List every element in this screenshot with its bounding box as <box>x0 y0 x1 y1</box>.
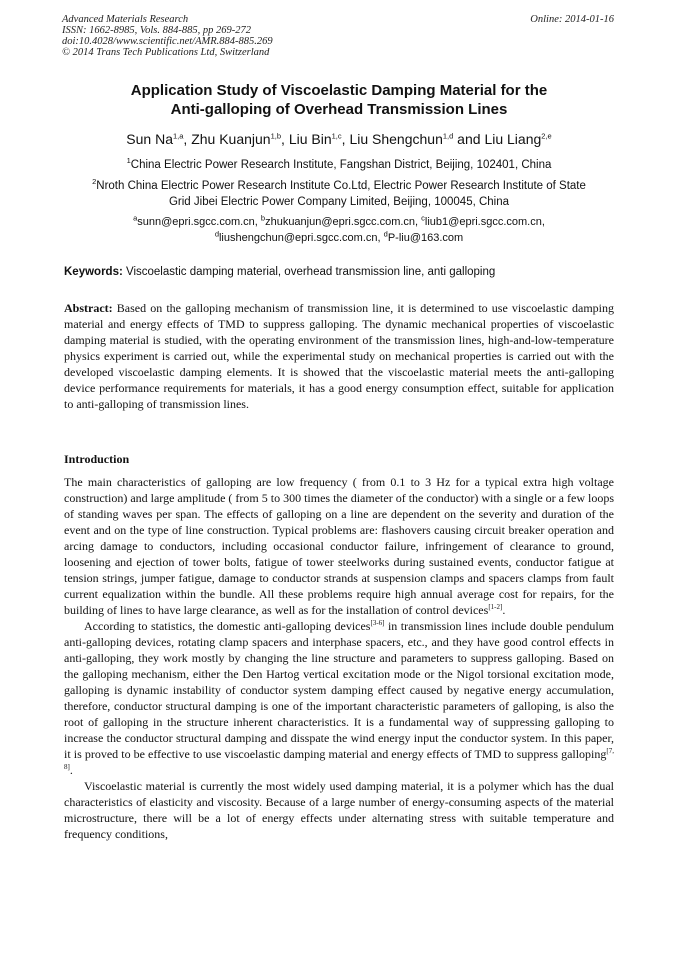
author-separator: , <box>183 131 192 147</box>
paragraph-text: The main characteristics of galloping are low frequency ( from 0.1 to 3 Hz for a typical extra high voltage construction) and large amplitude ( from 5 to 300 times the diameter of the conductor) with a single or a few loops of standing waves per span. The effects of galloping on a line are dependent on the severity and duration of the event and on the type of line construction. Typical problems are: flashovers causing circuit breaker operation and arcing damage to conductors, including occasional conductor failure, infringement of clearance to ground, loosening and ejection of tower bolts, fatigue of tower steelworks during sustained events, conductor fatigue at tension strings, jumper fatigue, damage to conductor strands at suspension clamps and spacers clamps from fault current equalization within the bundle. All these problems require high annual average cost for repairs, for the building of lines to have large clearance, as well as for the installation of control devices <box>64 475 614 617</box>
keywords-label: Keywords: <box>64 266 123 278</box>
author-list <box>40 130 638 148</box>
email-sup: d <box>383 229 388 239</box>
author-name: Liu Liang <box>484 131 542 147</box>
affiliation-sup: 2 <box>92 177 97 187</box>
email-e: P-liu@163.com <box>387 232 464 244</box>
citation: [7, 8] <box>64 747 614 771</box>
email-list <box>50 214 628 246</box>
affiliation-text: Nroth China Electric Power Research Institute Co.Ltd, Electric Power Research Institute of State <box>96 180 586 192</box>
affiliation-text: China Electric Power Research Institute, Fangshan District, Beijing, 102401, China <box>130 159 552 171</box>
intro-paragraph-3: Viscoelastic material is currently the most widely used damping material, it is a polymer which has the dual characteristics of elasticity and viscosity. Because of a large number of energy-consuming aspects of the material microstructure, there will be a lot of energy effects under alternating stress with suitable temperature and frequency conditions, <box>64 779 614 841</box>
keywords <box>64 264 624 280</box>
author-sup: 1,c <box>331 131 342 141</box>
intro-paragraph-2 <box>64 618 614 778</box>
author-sup: 1,b <box>270 131 282 141</box>
journal-header <box>62 14 273 58</box>
author-sup: 1,d <box>442 131 454 141</box>
introduction-body <box>64 474 614 842</box>
abstract-label: Abstract: <box>64 301 113 315</box>
paragraph-end: . <box>69 763 73 777</box>
author-separator: , <box>341 131 350 147</box>
issn-line: ISSN: 1662-8985, Vols. 884-885, pp 269-272 <box>62 25 251 36</box>
email-sup: c <box>421 213 425 223</box>
abstract-text: Based on the galloping mechanism of transmission line, it is determined to use viscoelastic damping material and energy effects of TMD to suppress galloping. The dynamic mechanical properties of viscoelastic damping material is studied, with the operating environment of the transmission lines, high-and-low-temperature physics experiment is carried out, while the experimental study on mechanical properties is carried out with the developed viscoelastic damping elements. It is showed that the viscoelastic material meets the anti-galloping device performance requirements for materials, it has a good energy consumption effect, suitable for application to anti-galloping of transmission lines. <box>64 301 614 411</box>
author-sup: 1,a <box>172 131 184 141</box>
online-date: Online: 2014-01-16 <box>530 14 614 25</box>
author-name: Zhu Kuanjun <box>191 131 271 147</box>
author-and: and <box>453 131 485 147</box>
abstract <box>64 300 614 412</box>
email-sup: a <box>133 213 138 223</box>
email-sup: d <box>214 229 219 239</box>
email-d: liushengchun@epri.sgcc.com.cn, <box>218 232 381 244</box>
paragraph-text: in transmission lines include double pendulum anti-galloping devices, rotating clamp spacers and interphase spacers, etc., and they have good control effects in anti-galloping, they work mostly by changing the line structure and parameters to suppress galloping. Based on the galloping mechanism, either the Den Hartog vertical excitation mode or the Nigol torsional excitation mode, galloping is dynamic instability of conductor system damping effect caused by negative energy accumulation, therefore, conductor structural damping is one of the important characteristic parameters of galloping, is also the root of galloping in the structure inherent characteristics. It is a fundamental way of suppressing galloping to increase the conductor structural damping and disspate the wind energy input the conductor system. In this paper, it is proved to be effective to use viscoelastic damping material and energy effects of TMD to suppress galloping <box>64 619 615 761</box>
author-name: Sun Na <box>126 131 173 147</box>
affiliation-2 <box>50 178 628 210</box>
journal-name: Advanced Materials Research <box>62 14 189 25</box>
email-sup: b <box>260 213 266 223</box>
email-a: sunn@epri.sgcc.com.cn, <box>137 216 258 228</box>
title-line-1: Application Study of Viscoelastic Damping Material for the <box>130 82 548 99</box>
citation: [3-6] <box>370 619 385 627</box>
paper-title <box>60 81 618 119</box>
author-name: Liu Shengchun <box>349 131 443 147</box>
intro-paragraph-1 <box>64 474 614 618</box>
keywords-text: Viscoelastic damping material, overhead transmission line, anti galloping <box>122 266 496 278</box>
author-sup: 2,e <box>541 131 552 141</box>
title-line-2: Anti-galloping of Overhead Transmission Lines <box>170 101 508 118</box>
email-c: liub1@epri.sgcc.com.cn, <box>424 216 545 228</box>
affiliation-text: Grid Jibei Electric Power Company Limited, Beijing, 100045, China <box>168 196 510 208</box>
email-b: zhukuanjun@epri.sgcc.com.cn, <box>265 216 419 228</box>
author-name: Liu Bin <box>288 131 332 147</box>
copyright-line: © 2014 Trans Tech Publications Ltd, Switzerland <box>62 47 270 58</box>
paragraph-text: According to statistics, the domestic anti-galloping devices <box>84 619 371 633</box>
author-separator: , <box>281 131 289 147</box>
doi-line: doi:10.4028/www.scientific.net/AMR.884-885.269 <box>62 36 273 47</box>
paragraph-end: . <box>502 603 506 617</box>
affiliation-sup: 1 <box>126 156 131 166</box>
citation: [1-2] <box>488 603 503 611</box>
section-heading-introduction: Introduction <box>64 452 130 466</box>
affiliation-1 <box>50 157 628 173</box>
